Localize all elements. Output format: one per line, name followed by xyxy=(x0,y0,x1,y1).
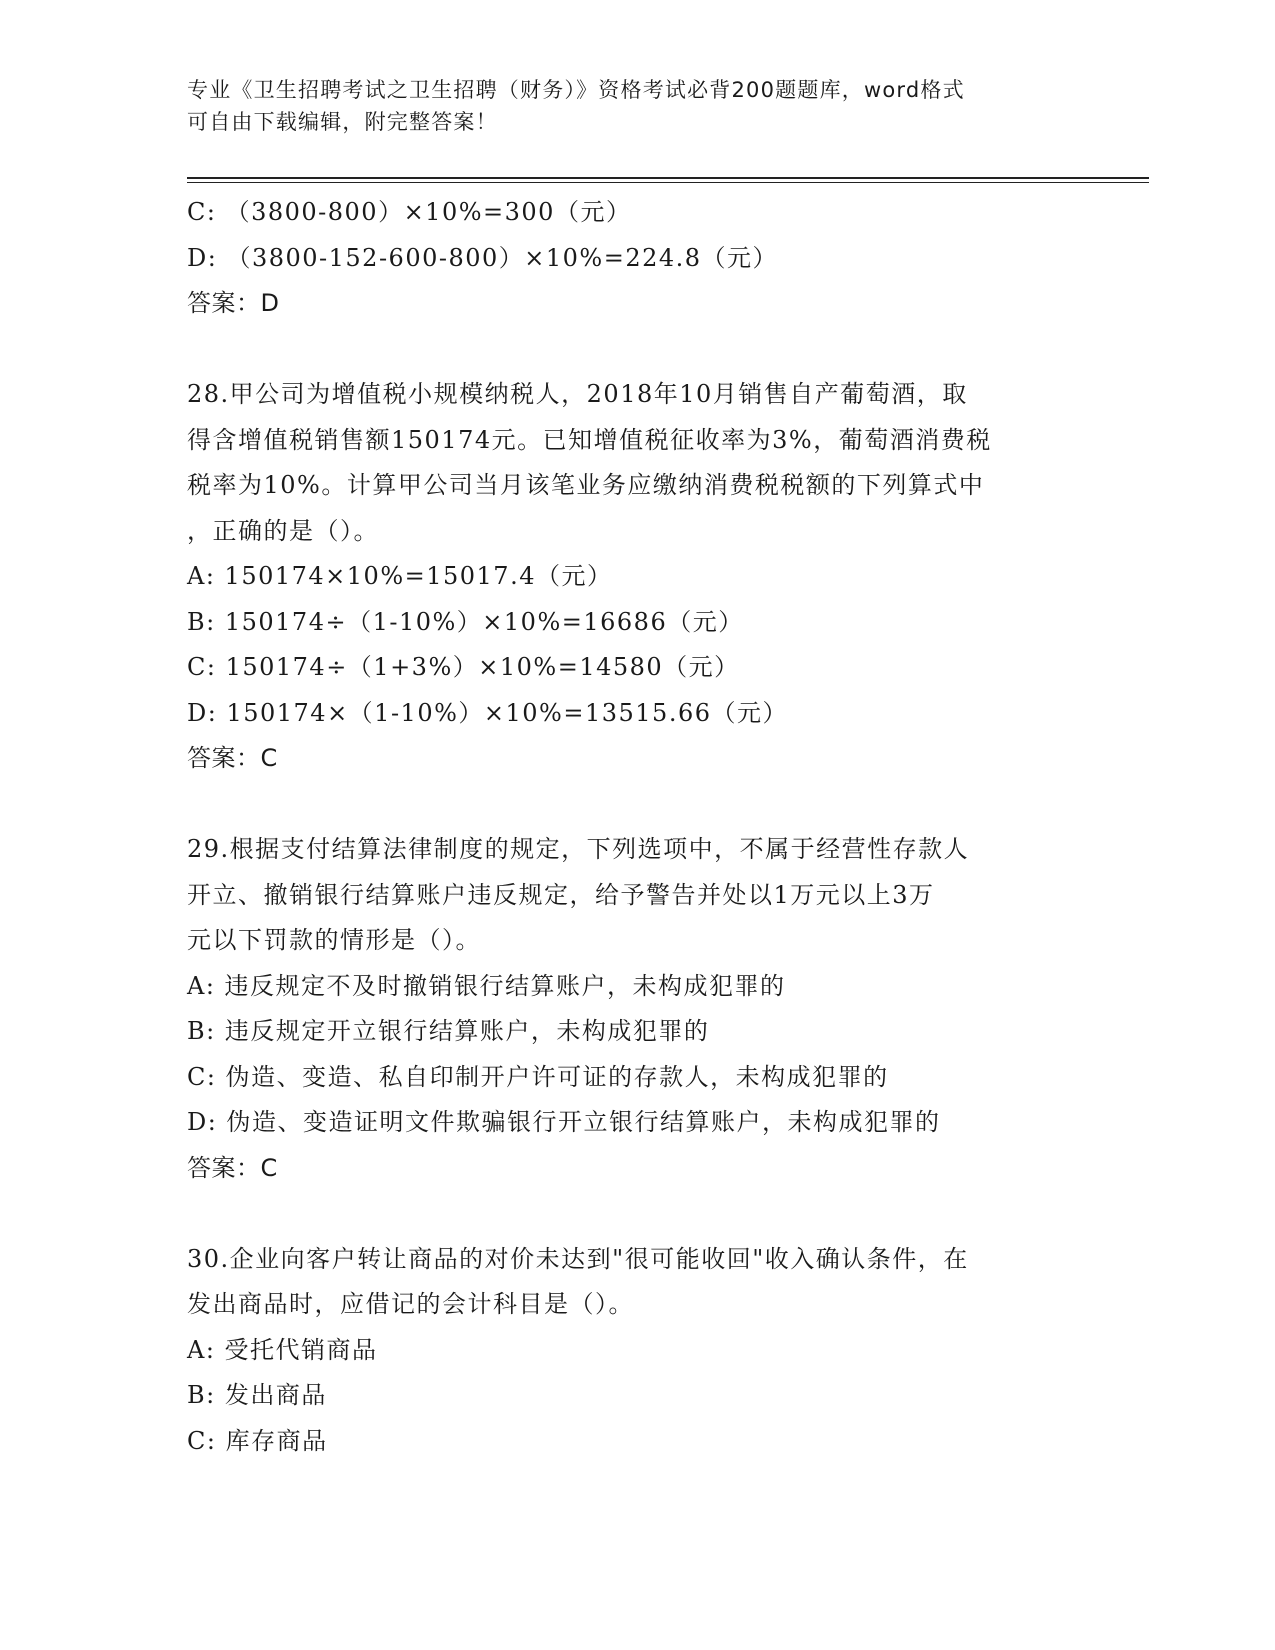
option-a: A: 150174×10%=15017.4（元） xyxy=(187,562,613,590)
option-d: D: 150174×（1-10%）×10%=13515.66（元） xyxy=(187,698,788,727)
question-text-line: 28.甲公司为增值税小规模纳税人，2018年10月销售自产葡萄酒，取 xyxy=(187,380,968,408)
option-a: A: 违反规定不及时撤销银行结算账户，未构成犯罪的 xyxy=(187,971,786,1000)
answer-line: 答案：D xyxy=(187,289,280,317)
document-body xyxy=(187,190,1087,1464)
question-30 xyxy=(187,1237,1087,1465)
question-text-line: ，正确的是（）。 xyxy=(187,516,379,545)
question-28 xyxy=(187,372,1087,782)
document-header xyxy=(187,74,1087,138)
question-text-line: 29.根据支付结算法律制度的规定，下列选项中，不属于经营性存款人 xyxy=(187,835,970,863)
option-b: B: 违反规定开立银行结算账户，未构成犯罪的 xyxy=(187,1017,710,1045)
spacer xyxy=(187,782,1087,828)
option-d: D: 伪造、变造证明文件欺骗银行开立银行结算账户，未构成犯罪的 xyxy=(187,1108,941,1136)
spacer xyxy=(187,1191,1087,1237)
question-text-line: 元以下罚款的情形是（）。 xyxy=(187,926,481,954)
question-27-tail xyxy=(187,190,1087,327)
answer-line: 答案：C xyxy=(187,744,278,772)
option-d: D: （3800-152-600-800）×10%=224.8（元） xyxy=(187,243,779,272)
option-c: C: 伪造、变造、私自印制开户许可证的存款人，未构成犯罪的 xyxy=(187,1062,889,1091)
option-b: B: 发出商品 xyxy=(187,1381,327,1409)
question-text-line: 发出商品时，应借记的会计科目是（）。 xyxy=(187,1290,634,1318)
question-text-line: 得含增值税销售额150174元。已知增值税征收率为3%，葡萄酒消费税 xyxy=(187,425,992,454)
header-line-2: 可自由下载编辑，附完整答案！ xyxy=(187,110,498,134)
option-b: B: 150174÷（1-10%）×10%=16686（元） xyxy=(187,607,744,636)
question-text-line: 税率为10%。计算甲公司当月该笔业务应缴纳消费税税额的下列算式中 xyxy=(187,471,985,499)
option-c: C: 150174÷（1+3%）×10%=14580（元） xyxy=(187,653,740,681)
answer-line: 答案：C xyxy=(187,1153,278,1182)
header-rule-thin xyxy=(187,182,1149,183)
option-c: C: 库存商品 xyxy=(187,1426,328,1455)
spacer xyxy=(187,327,1087,373)
header-line-1: 专业《卫生招聘考试之卫生招聘（财务）》资格考试必背200题题库，word格式 xyxy=(187,78,965,102)
question-text-line: 开立、撤销银行结算账户违反规定，给予警告并处以1万元以上3万 xyxy=(187,880,935,909)
option-c: C: （3800-800）×10%=300（元） xyxy=(187,198,632,226)
question-29 xyxy=(187,827,1087,1191)
question-text-line: 30.企业向客户转让商品的对价未达到"很可能收回"收入确认条件，在 xyxy=(187,1244,969,1273)
header-rule-thick xyxy=(187,177,1149,179)
option-a: A: 受托代销商品 xyxy=(187,1335,378,1364)
